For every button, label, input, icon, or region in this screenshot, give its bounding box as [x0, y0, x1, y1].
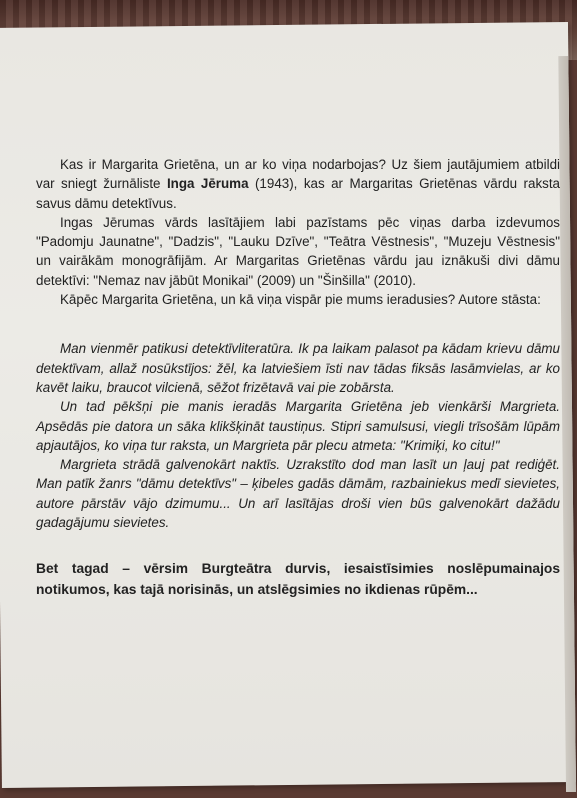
intro-paragraph-1 — [36, 155, 560, 213]
section-gap — [36, 309, 560, 339]
intro-text-b: (1943), kas ar Margaritas Grietēnas vārdu raksta savus dāmu detektīvus. — [36, 176, 561, 211]
page-edge — [558, 56, 576, 792]
quote-paragraph-2: Un tad pēkšņi pie manis ieradās Margarita Grietēna jeb vienkārši Margrieta. Apsēdās pie datora un sāka klikšķināt taustiņus. Stipri samulsusi, viegli trīsošām lūpām apjautājos, ko viņa tur raksta, un Margrieta pār plecu atmeta: "Krimiķi, ko citu!" — [36, 399, 560, 453]
intro-paragraph-3: Kāpēc Margarita Grietēna, un kā viņa vispār pie mums ieradusies? Autore stāsta: — [60, 292, 541, 308]
page-text — [36, 155, 560, 600]
intro-text-a: Kas ir Margarita Grietēna, un ar ko viņa nodarbojas? Uz šiem jautājumiem atbildi var sniegt žurnāliste — [36, 157, 560, 192]
quote-paragraph-1: Man vienmēr patikusi detektīvliteratūra. Ik pa laikam palasot pa kādam krievu dāmu detektīvam, allaž nosūkstījos: žēl, ka latviešiem īsti nav tādas fiksās lasāmvielas, ar ko kavēt laiku, braucot vilcienā, sēžot frizētavā vai pie zobārsta. — [36, 341, 560, 395]
intro-paragraph-2: Ingas Jērumas vārds lasītājiem labi pazīstams pēc viņas darba izdevumos "Padomju Jaunatne", "Dadzis", "Lauku Dzīve", "Teātra Vēstnesis", "Muzeju Vēstnesis" un vairākām monogrāfijām. Ar Margaritas Grietēnas vārdu jau iznākuši divi dāmu detektīvi: "Nemaz nav jābūt Monikai" (2009) un "Šinšilla" (2010). — [36, 214, 560, 288]
author-name: Inga Jēruma — [166, 176, 249, 192]
closing-paragraph: Bet tagad – vērsim Burgteātra durvis, iesaistīsimies noslēpumainajos notikumos, kas tajā norisinās, un atslēgsimies no ikdienas rūpēm... — [36, 561, 560, 598]
quote-paragraph-3: Margrieta strādā galvenokārt naktīs. Uzrakstīto dod man lasīt un ļauj pat rediģēt. Man patīk žanrs "dāmu detektīvs" – ķibeles gadās dāmām, razbainiekus medī sievietes, autore pārstāv vājo dzimumu... Un arī lasītājas droši vien būs galvenokārt dažādu gadagājumu sievietes. — [36, 457, 560, 531]
